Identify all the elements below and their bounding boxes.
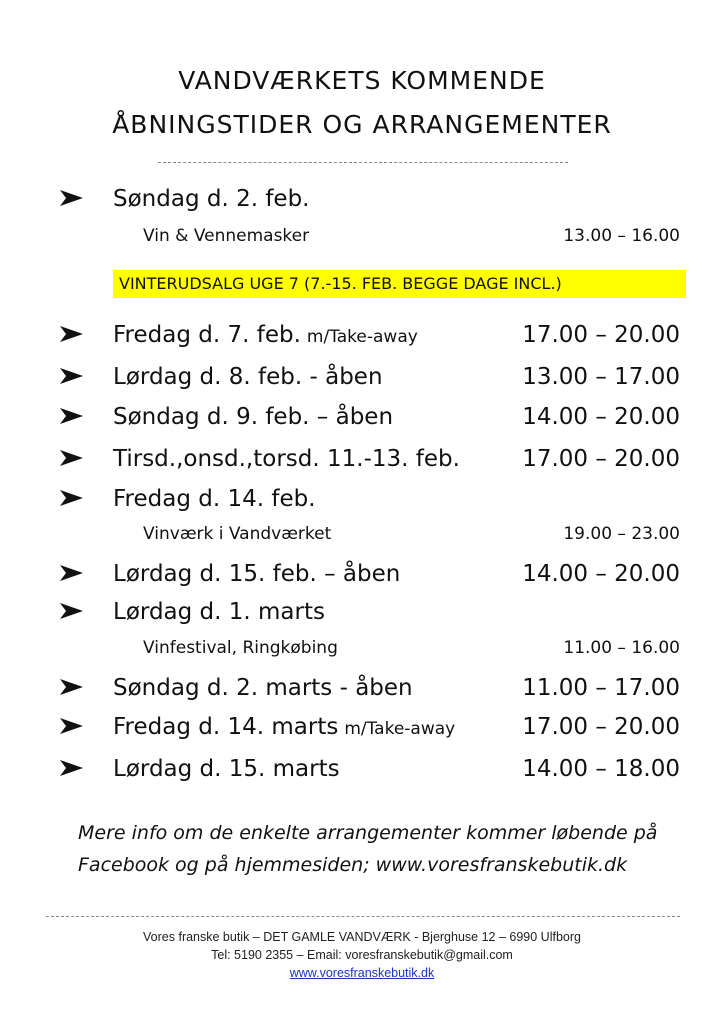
event-time-3: 14.00 – 20.00	[522, 404, 680, 430]
event-day-5: Fredag d. 14. feb.	[113, 486, 316, 512]
event-day-7: Lørdag d. 1. marts	[113, 599, 325, 625]
arrow-bullet-icon	[59, 406, 85, 426]
event-day-1: Fredag d. 7. feb. m/Take-away	[113, 322, 418, 348]
event-sub-time-7: 11.00 – 16.00	[563, 638, 680, 658]
arrow-bullet-icon	[59, 677, 85, 697]
event-time-8: 11.00 – 17.00	[522, 675, 680, 701]
event-day-8: Søndag d. 2. marts - åben	[113, 675, 413, 701]
arrow-bullet-icon	[59, 188, 85, 208]
event-sub-7: Vinfestival, Ringkøbing	[143, 638, 338, 658]
website-link[interactable]: www.voresfranskebutik.dk	[289, 966, 435, 980]
event-day-4: Tirsd.,onsd.,torsd. 11.-13. feb.	[113, 446, 460, 472]
title-line-2: ÅBNINGSTIDER OG ARRANGEMENTER	[112, 110, 612, 139]
arrow-bullet-icon	[59, 488, 85, 508]
event-day-10: Lørdag d. 15. marts	[113, 756, 340, 782]
footer-contact: Tel: 5190 2355 – Email: voresfranskebutik@gmail.com	[211, 948, 513, 962]
takeaway-note: m/Take-away	[306, 327, 418, 347]
arrow-bullet-icon	[59, 324, 85, 344]
title-line-1: VANDVÆRKETS KOMMENDE	[178, 66, 546, 95]
event-time-1: 17.00 – 20.00	[522, 322, 680, 348]
event-day-9: Fredag d. 14. marts m/Take-away	[113, 714, 456, 740]
event-time-6: 14.00 – 20.00	[522, 561, 680, 587]
event-time-10: 14.00 – 18.00	[522, 756, 680, 782]
event-sub-time-5: 19.00 – 23.00	[563, 524, 680, 544]
arrow-bullet-icon	[59, 563, 85, 583]
arrow-bullet-icon	[59, 448, 85, 468]
event-time-4: 17.00 – 20.00	[522, 446, 680, 472]
footer-divider	[46, 916, 680, 917]
title-divider	[158, 162, 568, 163]
info-text-line-1: Mere info om de enkelte arrangementer kommer løbende på	[78, 822, 658, 844]
arrow-bullet-icon	[59, 716, 85, 736]
winter-sale-banner: VINTERUDSALG UGE 7 (7.-15. FEB. BEGGE DAGE INCL.)	[113, 270, 686, 298]
footer-address: Vores franske butik – DET GAMLE VANDVÆRK - Bjerghuse 12 – 6990 Ulfborg	[143, 930, 581, 944]
footer-link-row	[0, 967, 724, 980]
arrow-bullet-icon	[59, 601, 85, 621]
event-day-3: Søndag d. 9. feb. – åben	[113, 404, 394, 430]
event-day-2: Lørdag d. 8. feb. - åben	[113, 364, 383, 390]
arrow-bullet-icon	[59, 366, 85, 386]
event-day-0: Søndag d. 2. feb.	[113, 186, 310, 212]
info-text-line-2: Facebook og på hjemmesiden; www.voresfranskebutik.dk	[78, 854, 628, 876]
event-time-9: 17.00 – 20.00	[522, 714, 680, 740]
event-time-2: 13.00 – 17.00	[522, 364, 680, 390]
event-sub-0: Vin & Vennemasker	[143, 226, 310, 246]
arrow-bullet-icon	[59, 758, 85, 778]
takeaway-note: m/Take-away	[344, 719, 456, 739]
event-sub-5: Vinværk i Vandværket	[143, 524, 332, 544]
event-day-6: Lørdag d. 15. feb. – åben	[113, 561, 401, 587]
event-sub-time-0: 13.00 – 16.00	[563, 226, 680, 246]
